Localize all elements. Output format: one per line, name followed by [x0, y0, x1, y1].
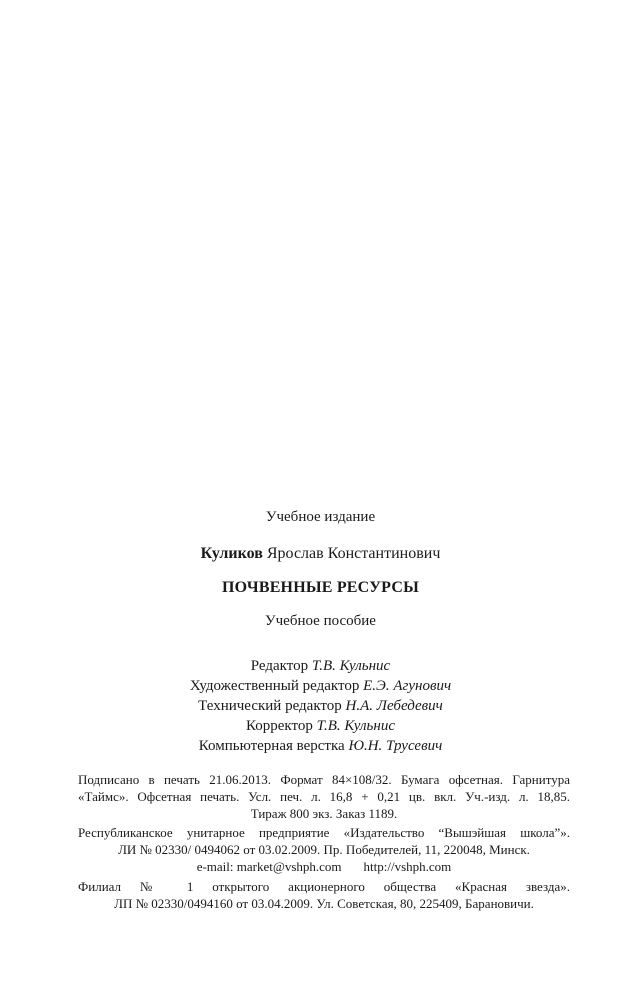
credit-name: Н.А. Лебедевич: [345, 698, 443, 714]
publisher-name-line: Республиканское унитарное предприятие «Издательство “Вышэйшая школа”».: [78, 825, 570, 840]
credit-technical-editor: [0, 696, 641, 716]
credit-layout: [0, 736, 641, 756]
credit-role: Корректор: [246, 718, 313, 734]
credit-role: Технический редактор: [198, 698, 342, 714]
author-surname: Куликов: [200, 545, 263, 562]
credit-role: Компьютерная верстка: [198, 738, 345, 754]
edition-type: Учебное издание: [265, 509, 376, 525]
credits-list: [0, 656, 641, 756]
credit-name: Ю.Н. Трусевич: [348, 738, 443, 754]
credit-name: Т.В. Кульнис: [316, 718, 395, 734]
print-run-line: Тираж 800 экз. Заказ 1189.: [250, 806, 398, 821]
credit-proofreader: [0, 716, 641, 736]
publisher-email: e-mail: market@vshph.com: [196, 859, 342, 874]
printer-name-line: Филиал № 1 открытого акционерного общества «Красная звезда».: [78, 879, 570, 894]
print-details-line: Подписано в печать 21.06.2013. Формат 84×108/32. Бумага офсетная. Гарнитура: [78, 772, 570, 787]
print-details: [78, 771, 570, 822]
credit-role: Редактор: [250, 658, 309, 674]
book-type: Учебное пособие: [265, 613, 376, 629]
publisher-contacts-line: [78, 858, 570, 875]
credit-name: Т.В. Кульнис: [311, 658, 391, 674]
credit-role: Художественный редактор: [189, 678, 360, 694]
printer-details: [78, 878, 570, 912]
credit-name: Е.Э. Агунович: [363, 678, 452, 694]
credit-art-editor: [0, 676, 641, 696]
publisher-url: http://vshph.com: [363, 859, 452, 874]
printer-license-line: ЛП № 02330/0494160 от 03.04.2009. Ул. Советская, 80, 225409, Барановичи.: [114, 896, 534, 911]
credit-editor: [0, 656, 641, 676]
author-line: [0, 545, 641, 563]
book-title: ПОЧВЕННЫЕ РЕСУРСЫ: [221, 579, 420, 596]
print-details-line: «Таймс». Офсетная печать. Усл. печ. л. 16,8 + 0,21 цв. вкл. Уч.-изд. л. 18,85.: [78, 789, 570, 804]
author-given-names: Ярослав Константинович: [266, 545, 441, 562]
publisher-license-line: ЛИ № 02330/ 0494062 от 03.02.2009. Пр. Победителей, 11, 220048, Минск.: [118, 842, 530, 857]
publisher-details: [78, 824, 570, 875]
